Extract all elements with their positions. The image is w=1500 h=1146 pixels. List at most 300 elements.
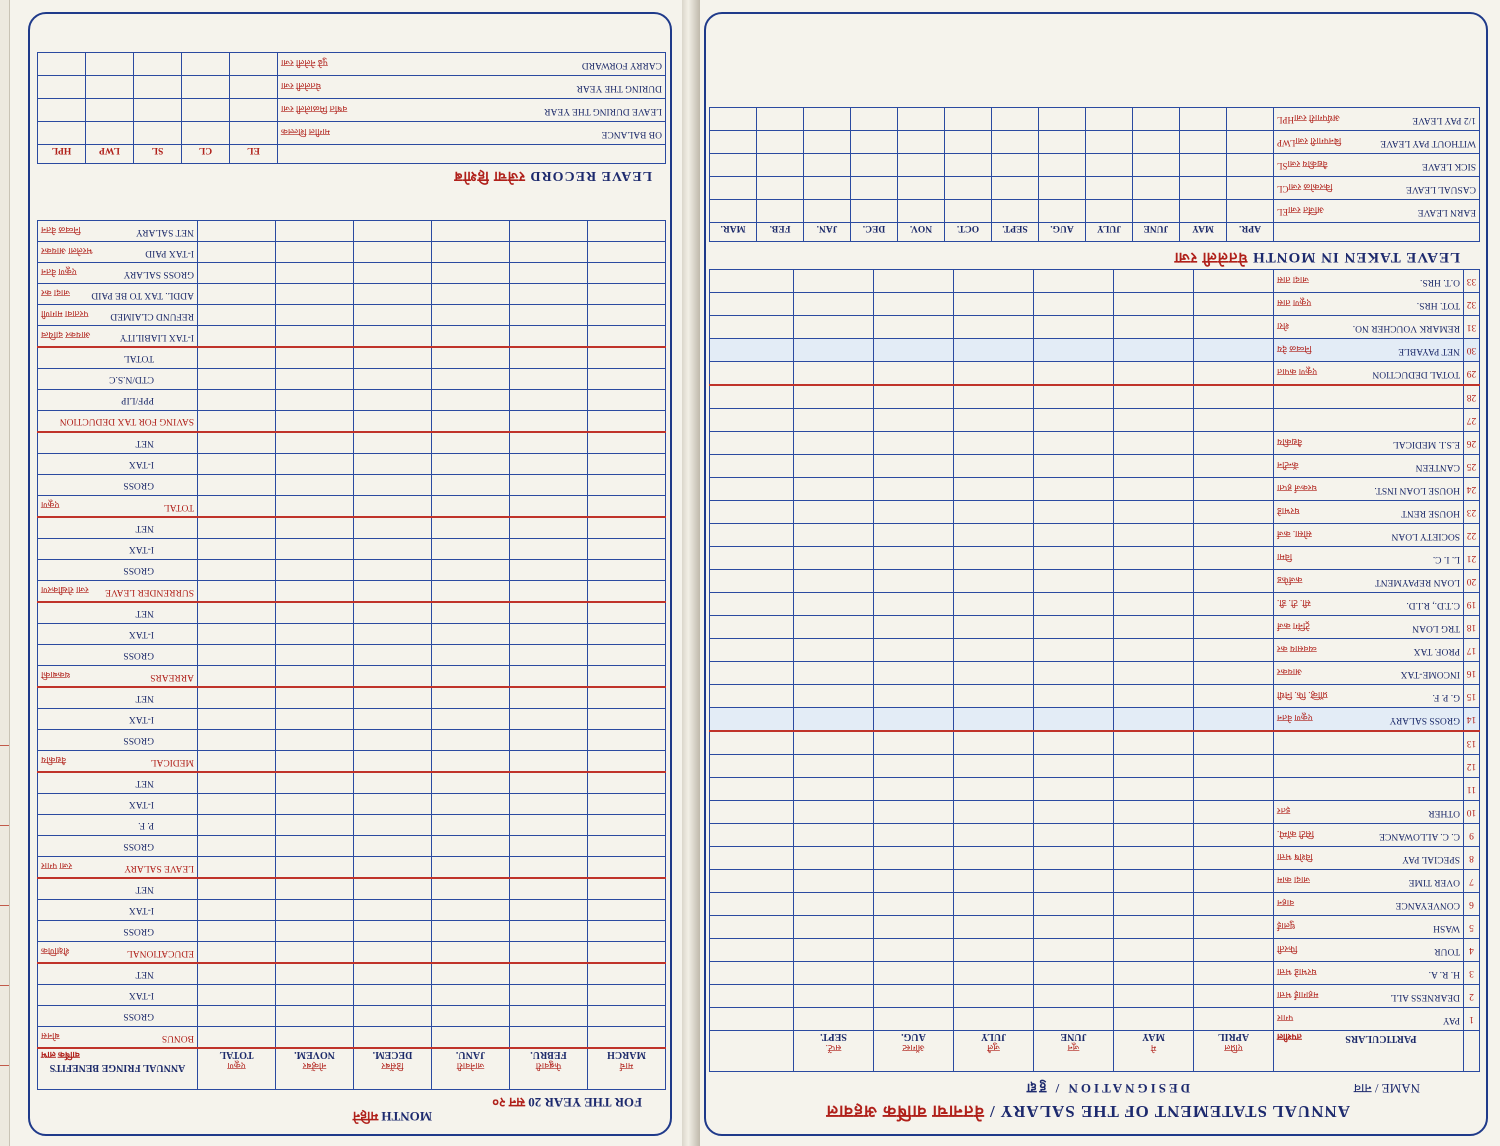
amount-cell[interactable] [1114,708,1194,732]
benefit-cell[interactable] [354,539,432,560]
leave-record-cell[interactable] [86,122,134,145]
benefit-cell[interactable] [432,963,510,985]
leave-cell[interactable] [1227,177,1274,200]
amount-cell[interactable] [1194,939,1274,962]
amount-cell[interactable] [794,916,874,939]
benefit-cell[interactable] [276,560,354,581]
amount-cell[interactable] [1114,524,1194,547]
amount-cell[interactable] [1194,639,1274,662]
leave-record-cell[interactable] [134,99,182,122]
leave-cell[interactable] [1086,200,1133,223]
benefit-cell[interactable] [198,878,276,900]
amount-cell[interactable] [1194,801,1274,824]
benefit-cell[interactable] [276,581,354,603]
amount-cell[interactable] [794,570,874,593]
amount-cell[interactable] [954,639,1034,662]
amount-cell[interactable] [710,1008,794,1031]
amount-cell[interactable] [710,870,794,893]
amount-cell[interactable] [1114,824,1194,847]
benefit-cell[interactable] [510,1027,588,1049]
amount-cell[interactable] [794,662,874,685]
benefit-cell[interactable] [198,517,276,539]
benefit-cell[interactable] [588,963,666,985]
benefit-cell[interactable] [198,326,276,348]
benefit-cell[interactable] [198,432,276,454]
benefit-cell[interactable] [432,985,510,1006]
amount-cell[interactable] [1194,708,1274,732]
amount-cell[interactable] [1034,755,1114,778]
amount-cell[interactable] [1114,985,1194,1008]
benefit-cell[interactable] [432,1006,510,1027]
benefit-cell[interactable] [276,432,354,454]
benefit-cell[interactable] [510,263,588,284]
leave-cell[interactable] [1133,200,1180,223]
benefit-cell[interactable] [198,985,276,1006]
benefit-cell[interactable] [198,1027,276,1049]
benefit-cell[interactable] [432,730,510,751]
leave-cell[interactable] [1227,200,1274,223]
leave-cell[interactable] [804,200,851,223]
amount-cell[interactable] [874,893,954,916]
benefit-cell[interactable] [510,347,588,369]
amount-cell[interactable] [954,616,1034,639]
amount-cell[interactable] [954,778,1034,801]
amount-cell[interactable] [794,755,874,778]
benefit-cell[interactable] [276,878,354,900]
amount-cell[interactable] [1114,685,1194,708]
leave-cell[interactable] [1086,108,1133,131]
benefit-cell[interactable] [354,411,432,433]
benefit-cell[interactable] [198,263,276,284]
amount-cell[interactable] [794,731,874,755]
benefit-cell[interactable] [354,645,432,666]
amount-cell[interactable] [794,478,874,501]
benefit-cell[interactable] [354,326,432,348]
amount-cell[interactable] [874,755,954,778]
amount-cell[interactable] [1114,755,1194,778]
benefit-cell[interactable] [432,836,510,857]
leave-record-cell[interactable] [86,76,134,99]
amount-cell[interactable] [874,593,954,616]
amount-cell[interactable] [1114,501,1194,524]
amount-cell[interactable] [1114,593,1194,616]
benefit-cell[interactable] [510,602,588,624]
amount-cell[interactable] [710,455,794,478]
benefit-cell[interactable] [276,539,354,560]
benefit-cell[interactable] [276,985,354,1006]
amount-cell[interactable] [710,478,794,501]
benefit-cell[interactable] [432,709,510,730]
amount-cell[interactable] [710,524,794,547]
amount-cell[interactable] [1114,616,1194,639]
amount-cell[interactable] [794,939,874,962]
benefit-cell[interactable] [198,305,276,326]
benefit-cell[interactable] [198,794,276,815]
amount-cell[interactable] [794,985,874,1008]
amount-cell[interactable] [1114,339,1194,362]
benefit-cell[interactable] [354,284,432,305]
amount-cell[interactable] [1114,847,1194,870]
benefit-cell[interactable] [354,305,432,326]
leave-cell[interactable] [1133,177,1180,200]
benefit-cell[interactable] [276,326,354,348]
leave-cell[interactable] [710,200,757,223]
benefit-cell[interactable] [198,857,276,879]
leave-cell[interactable] [945,154,992,177]
leave-cell[interactable] [1180,154,1227,177]
benefit-cell[interactable] [198,411,276,433]
amount-cell[interactable] [710,662,794,685]
leave-cell[interactable] [1039,177,1086,200]
amount-cell[interactable] [1194,685,1274,708]
benefit-cell[interactable] [198,496,276,518]
amount-cell[interactable] [794,316,874,339]
amount-cell[interactable] [794,455,874,478]
amount-cell[interactable] [1194,385,1274,409]
amount-cell[interactable] [1194,339,1274,362]
amount-cell[interactable] [1034,731,1114,755]
benefit-cell[interactable] [276,1027,354,1049]
leave-cell[interactable] [757,200,804,223]
amount-cell[interactable] [794,270,874,293]
amount-cell[interactable] [1194,962,1274,985]
benefit-cell[interactable] [432,645,510,666]
amount-cell[interactable] [954,547,1034,570]
amount-cell[interactable] [874,639,954,662]
benefit-cell[interactable] [432,432,510,454]
leave-cell[interactable] [898,131,945,154]
amount-cell[interactable] [1114,731,1194,755]
benefit-cell[interactable] [276,284,354,305]
leave-cell[interactable] [1086,177,1133,200]
amount-cell[interactable] [874,547,954,570]
benefit-cell[interactable] [354,432,432,454]
amount-cell[interactable] [1034,847,1114,870]
benefit-cell[interactable] [432,560,510,581]
amount-cell[interactable] [794,1008,874,1031]
benefit-cell[interactable] [432,687,510,709]
amount-cell[interactable] [954,362,1034,386]
benefit-cell[interactable] [198,1006,276,1027]
amount-cell[interactable] [1034,524,1114,547]
benefit-cell[interactable] [510,794,588,815]
amount-cell[interactable] [794,616,874,639]
leave-cell[interactable] [710,177,757,200]
benefit-cell[interactable] [354,1027,432,1049]
benefit-cell[interactable] [276,369,354,390]
leave-cell[interactable] [992,200,1039,223]
benefit-cell[interactable] [432,517,510,539]
benefit-cell[interactable] [198,221,276,242]
amount-cell[interactable] [1194,478,1274,501]
amount-cell[interactable] [794,847,874,870]
amount-cell[interactable] [710,847,794,870]
benefit-cell[interactable] [276,221,354,242]
leave-cell[interactable] [1227,154,1274,177]
amount-cell[interactable] [1194,362,1274,386]
amount-cell[interactable] [710,385,794,409]
amount-cell[interactable] [1114,916,1194,939]
benefit-cell[interactable] [276,709,354,730]
benefit-cell[interactable] [588,730,666,751]
leave-cell[interactable] [992,177,1039,200]
benefit-cell[interactable] [588,921,666,942]
amount-cell[interactable] [954,455,1034,478]
amount-cell[interactable] [874,662,954,685]
benefit-cell[interactable] [354,942,432,964]
leave-cell[interactable] [851,177,898,200]
benefit-cell[interactable] [276,963,354,985]
amount-cell[interactable] [1194,501,1274,524]
leave-record-cell[interactable] [134,122,182,145]
leave-cell[interactable] [851,108,898,131]
amount-cell[interactable] [954,985,1034,1008]
benefit-cell[interactable] [588,305,666,326]
benefit-cell[interactable] [432,751,510,773]
amount-cell[interactable] [874,708,954,732]
amount-cell[interactable] [710,547,794,570]
benefit-cell[interactable] [354,242,432,263]
amount-cell[interactable] [1194,316,1274,339]
benefit-cell[interactable] [354,709,432,730]
benefit-cell[interactable] [510,1006,588,1027]
benefit-cell[interactable] [432,454,510,475]
leave-record-cell[interactable] [134,53,182,76]
benefit-cell[interactable] [510,985,588,1006]
amount-cell[interactable] [954,385,1034,409]
benefit-cell[interactable] [354,454,432,475]
amount-cell[interactable] [710,778,794,801]
amount-cell[interactable] [954,432,1034,455]
benefit-cell[interactable] [432,900,510,921]
leave-record-cell[interactable] [182,99,230,122]
benefit-cell[interactable] [354,369,432,390]
benefit-cell[interactable] [276,242,354,263]
benefit-cell[interactable] [198,687,276,709]
benefit-cell[interactable] [354,900,432,921]
benefit-cell[interactable] [354,921,432,942]
amount-cell[interactable] [1114,270,1194,293]
benefit-cell[interactable] [510,687,588,709]
amount-cell[interactable] [794,824,874,847]
benefit-cell[interactable] [510,411,588,433]
amount-cell[interactable] [710,985,794,1008]
amount-cell[interactable] [1114,870,1194,893]
leave-record-cell[interactable] [182,122,230,145]
benefit-cell[interactable] [510,624,588,645]
amount-cell[interactable] [1194,455,1274,478]
leave-cell[interactable] [992,154,1039,177]
benefit-cell[interactable] [432,921,510,942]
benefit-cell[interactable] [510,921,588,942]
amount-cell[interactable] [1194,731,1274,755]
leave-cell[interactable] [710,154,757,177]
amount-cell[interactable] [794,547,874,570]
leave-record-cell[interactable] [182,53,230,76]
leave-cell[interactable] [851,200,898,223]
benefit-cell[interactable] [588,772,666,794]
amount-cell[interactable] [954,755,1034,778]
amount-cell[interactable] [874,731,954,755]
amount-cell[interactable] [794,685,874,708]
benefit-cell[interactable] [588,1027,666,1049]
amount-cell[interactable] [1034,639,1114,662]
benefit-cell[interactable] [432,390,510,411]
amount-cell[interactable] [874,916,954,939]
amount-cell[interactable] [874,501,954,524]
amount-cell[interactable] [874,432,954,455]
benefit-cell[interactable] [588,751,666,773]
benefit-cell[interactable] [432,221,510,242]
amount-cell[interactable] [1034,962,1114,985]
leave-cell[interactable] [1039,154,1086,177]
benefit-cell[interactable] [198,730,276,751]
amount-cell[interactable] [954,847,1034,870]
benefit-cell[interactable] [354,624,432,645]
benefit-cell[interactable] [354,772,432,794]
benefit-cell[interactable] [198,921,276,942]
benefit-cell[interactable] [510,517,588,539]
benefit-cell[interactable] [354,687,432,709]
benefit-cell[interactable] [588,581,666,603]
amount-cell[interactable] [1034,662,1114,685]
benefit-cell[interactable] [510,581,588,603]
amount-cell[interactable] [1194,778,1274,801]
amount-cell[interactable] [1194,616,1274,639]
benefit-cell[interactable] [510,666,588,688]
amount-cell[interactable] [1034,870,1114,893]
leave-cell[interactable] [1133,154,1180,177]
amount-cell[interactable] [1034,547,1114,570]
benefit-cell[interactable] [276,921,354,942]
leave-cell[interactable] [851,154,898,177]
amount-cell[interactable] [874,409,954,432]
amount-cell[interactable] [954,316,1034,339]
benefit-cell[interactable] [588,645,666,666]
amount-cell[interactable] [710,362,794,386]
leave-record-cell[interactable] [230,122,278,145]
benefit-cell[interactable] [432,815,510,836]
amount-cell[interactable] [794,893,874,916]
benefit-cell[interactable] [198,539,276,560]
benefit-cell[interactable] [354,1006,432,1027]
benefit-cell[interactable] [354,963,432,985]
benefit-cell[interactable] [510,539,588,560]
benefit-cell[interactable] [588,539,666,560]
amount-cell[interactable] [1194,893,1274,916]
benefit-cell[interactable] [510,242,588,263]
leave-cell[interactable] [945,108,992,131]
amount-cell[interactable] [710,270,794,293]
leave-cell[interactable] [851,131,898,154]
amount-cell[interactable] [1114,570,1194,593]
leave-record-cell[interactable] [86,53,134,76]
benefit-cell[interactable] [510,326,588,348]
amount-cell[interactable] [1194,870,1274,893]
amount-cell[interactable] [874,570,954,593]
amount-cell[interactable] [1194,916,1274,939]
leave-cell[interactable] [992,131,1039,154]
benefit-cell[interactable] [510,709,588,730]
benefit-cell[interactable] [510,454,588,475]
benefit-cell[interactable] [510,942,588,964]
amount-cell[interactable] [874,293,954,316]
amount-cell[interactable] [1034,916,1114,939]
amount-cell[interactable] [874,455,954,478]
amount-cell[interactable] [794,362,874,386]
amount-cell[interactable] [1194,570,1274,593]
benefit-cell[interactable] [588,815,666,836]
amount-cell[interactable] [954,685,1034,708]
amount-cell[interactable] [1114,293,1194,316]
benefit-cell[interactable] [354,857,432,879]
benefit-cell[interactable] [588,517,666,539]
amount-cell[interactable] [1114,962,1194,985]
benefit-cell[interactable] [510,857,588,879]
amount-cell[interactable] [1034,478,1114,501]
amount-cell[interactable] [1034,985,1114,1008]
benefit-cell[interactable] [510,878,588,900]
amount-cell[interactable] [1034,293,1114,316]
amount-cell[interactable] [874,778,954,801]
amount-cell[interactable] [954,478,1034,501]
benefit-cell[interactable] [510,369,588,390]
amount-cell[interactable] [1194,547,1274,570]
benefit-cell[interactable] [198,963,276,985]
amount-cell[interactable] [1114,801,1194,824]
leave-cell[interactable] [945,200,992,223]
leave-cell[interactable] [945,131,992,154]
benefit-cell[interactable] [354,517,432,539]
benefit-cell[interactable] [198,836,276,857]
benefit-cell[interactable] [588,1006,666,1027]
benefit-cell[interactable] [588,942,666,964]
benefit-cell[interactable] [354,751,432,773]
leave-record-cell[interactable] [86,99,134,122]
benefit-cell[interactable] [276,645,354,666]
benefit-cell[interactable] [432,496,510,518]
amount-cell[interactable] [794,293,874,316]
amount-cell[interactable] [794,639,874,662]
leave-record-cell[interactable] [230,76,278,99]
amount-cell[interactable] [1114,432,1194,455]
amount-cell[interactable] [710,916,794,939]
benefit-cell[interactable] [276,666,354,688]
leave-cell[interactable] [992,108,1039,131]
amount-cell[interactable] [1034,362,1114,386]
amount-cell[interactable] [710,639,794,662]
amount-cell[interactable] [1034,316,1114,339]
amount-cell[interactable] [710,824,794,847]
amount-cell[interactable] [1114,778,1194,801]
amount-cell[interactable] [954,708,1034,732]
amount-cell[interactable] [794,593,874,616]
benefit-cell[interactable] [510,390,588,411]
benefit-cell[interactable] [432,411,510,433]
leave-cell[interactable] [945,177,992,200]
benefit-cell[interactable] [198,751,276,773]
leave-record-cell[interactable] [230,53,278,76]
amount-cell[interactable] [710,755,794,778]
benefit-cell[interactable] [588,836,666,857]
benefit-cell[interactable] [276,475,354,496]
amount-cell[interactable] [954,593,1034,616]
benefit-cell[interactable] [510,560,588,581]
benefit-cell[interactable] [354,390,432,411]
benefit-cell[interactable] [198,454,276,475]
leave-cell[interactable] [1086,131,1133,154]
benefit-cell[interactable] [588,985,666,1006]
